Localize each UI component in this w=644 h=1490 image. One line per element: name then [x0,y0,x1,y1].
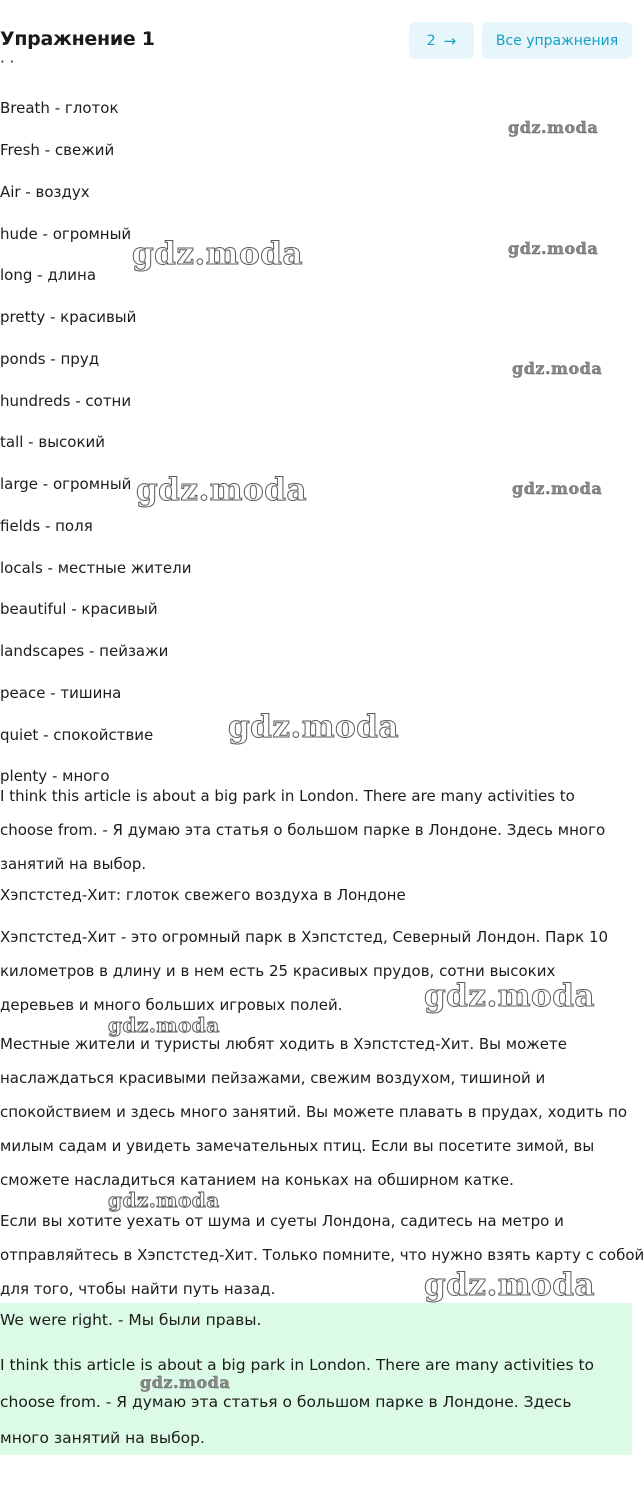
page-title: Упражнение 1 [0,28,155,50]
vocabulary-list [0,53,632,785]
vocab-item: Air - воздух [0,183,90,201]
watermark: gdz.moda [424,978,595,1014]
vocab-item: Breath - глоток [0,99,119,117]
watermark: gdz.moda [140,1373,231,1392]
vocab-item: hundreds - сотни [0,392,132,410]
translation-heading [0,884,632,918]
text-line: километров в длину и в нем есть 25 красивых прудов, сотни высоких [0,962,556,980]
answer-block [0,1303,632,1455]
text-line: для того, чтобы найти путь назад. [0,1280,276,1298]
text-line: Хэпстстед-Хит: глоток свежего воздуха в Лондоне [0,886,406,904]
vocab-item: quiet - спокойствие [0,726,154,744]
arrow-right-icon: → [443,31,457,50]
watermark: gdz.moda [108,1013,220,1037]
vocab-item: pretty - красивый [0,308,137,326]
text-line: деревьев и много больших игровых полей. [0,996,343,1014]
text-line: Хэпстстед-Хит - это огромный парк в Хэпстстед, Северный Лондон. Парк 10 [0,928,609,946]
vocab-item: tall - высокий [0,433,106,451]
translation-paragraph-3 [0,1210,644,1312]
text-line: отправляйтесь в Хэпстстед-Хит. Только помните, что нужно взять карту с собой [0,1246,644,1264]
text-line: сможете насладиться катанием на коньках на обширном катке. [0,1171,514,1189]
vocab-item: hude - огромный [0,225,132,243]
answer-line: I think this article is about a big park in London. There are many activities to [0,1356,595,1374]
vocab-item: long - длина [0,266,97,284]
text-line: Если вы хотите уехать от шума и суеты Лондона, садитесь на метро и [0,1212,564,1230]
translation-paragraph-1 [0,926,632,1028]
intro-paragraph [0,785,632,887]
answer-line: choose from. - Я думаю эта статья о большом парке в Лондоне. Здесь [0,1393,572,1411]
vocab-item: Fresh - свежий [0,141,115,159]
vocab-item: plenty - много [0,767,110,785]
text-line: спокойствием и здесь много занятий. Вы можете плавать в прудах, ходить по [0,1103,628,1121]
vocab-item: peace - тишина [0,684,122,702]
vocab-item: beautiful - красивый [0,600,158,618]
text-line: choose from. - Я думаю эта статья о большом парке в Лондоне. Здесь много [0,821,606,839]
watermark: gdz.moda [512,479,603,498]
watermark: gdz.moda [228,709,399,745]
text-line: милым садам и увидеть замечательных птиц. Если вы посетите зимой, вы [0,1137,595,1155]
answer-line: We were right. - Мы были правы. [0,1311,262,1329]
watermark: gdz.moda [108,1188,220,1212]
text-line: наслаждаться красивыми пейзажами, свежим воздухом, тишиной и [0,1069,546,1087]
answer-line: много занятий на выбор. [0,1429,205,1447]
watermark: gdz.moda [424,1267,595,1303]
vocab-item: locals - местные жители [0,559,192,577]
watermark: gdz.moda [136,472,307,508]
vocab-item: landscapes - пейзажи [0,642,169,660]
all-exercises-button[interactable]: Все упражнения [482,22,632,59]
vocab-item: large - огромный [0,475,132,493]
translation-paragraph-2 [0,1033,632,1203]
text-line: занятий на выбор. [0,855,147,873]
next-exercise-button[interactable] [409,22,474,59]
vocab-item: ponds - пруд [0,350,100,368]
vocab-cut-line: · · [0,53,15,71]
watermark: gdz.moda [508,118,599,137]
watermark: gdz.moda [132,236,303,272]
watermark: gdz.moda [508,239,599,258]
text-line: I think this article is about a big park in London. There are many activities to [0,787,575,805]
next-exercise-label: 2 [426,32,436,49]
vocab-item: fields - поля [0,517,93,535]
watermark: gdz.moda [512,359,603,378]
header [0,22,632,62]
text-line: Местные жители и туристы любят ходить в Хэпстстед-Хит. Вы можете [0,1035,567,1053]
